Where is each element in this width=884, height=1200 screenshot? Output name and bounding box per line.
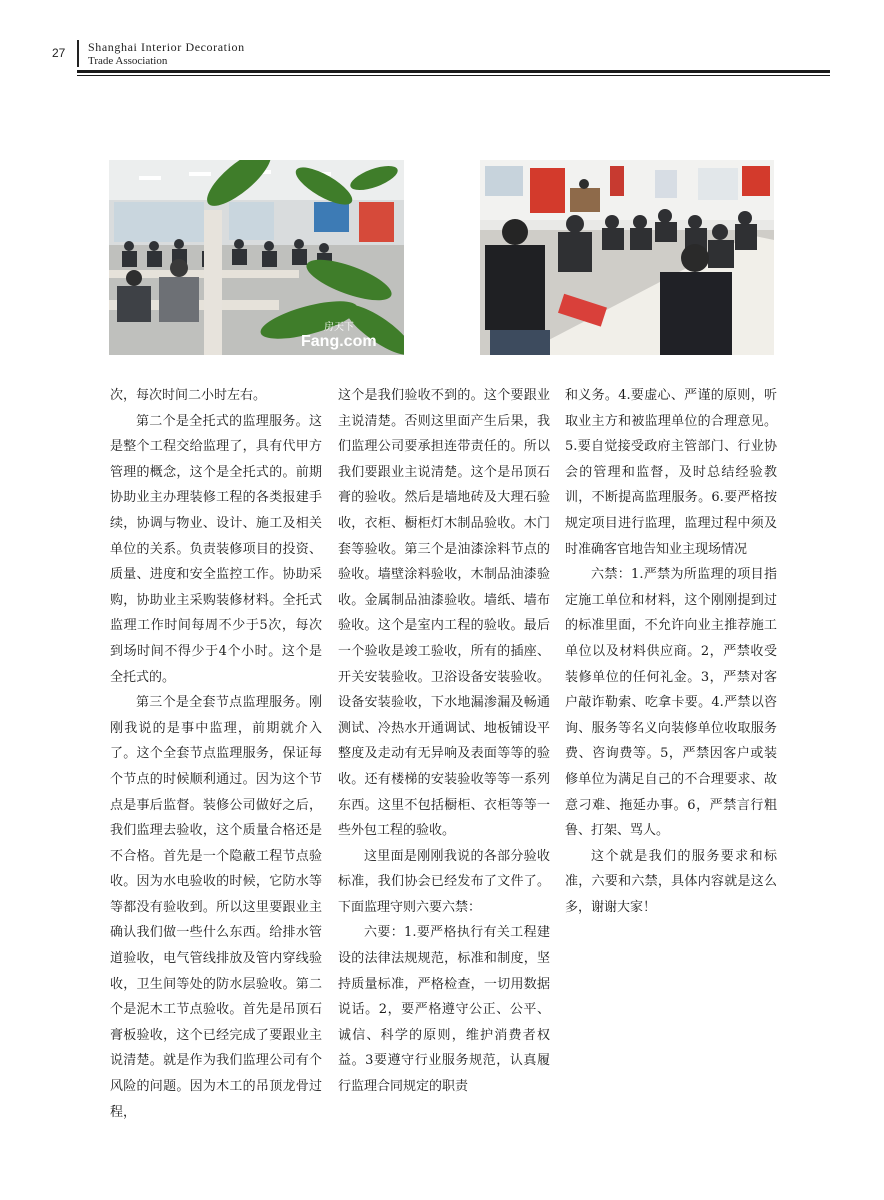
paragraph: 次，每次时间二小时左右。 [110,388,267,403]
paragraph: 这个是我们验收不到的。这个要跟业主说清楚。否则这里面产生后果，我们监理公司要承担连带责任的。所以我们要跟业主说清楚。这个是吊顶石膏的验收。然后是墙地砖及大理石验收，衣柜、橱柜灯木制品验收。木门套等验收。第三个是油漆涂料节点的验收。墙壁涂料验收，木制品油漆验收。金属制品油漆验收。墙纸、墙布验收。这个是室内工程的验收。最后一个验收是竣工验收，所有的插座、开关安装验收。卫浴设备安装验收。设备安装验收，下水地漏渗漏及畅通测试、冷热水开通调试、地板铺设平整度及走动有无异响及表面等等的验收。还有楼梯的安装验收等等一系列东西。这里不包括橱柜、衣柜等等一些外包工程的验收。 [338,388,550,839]
header-rule-thick [77,70,830,73]
paragraph: 六禁：1.严禁为所监理的项目指定施工单位和材料，这个刚刚提到过的标准里面，不允许向业主推荐施工单位以及材料供应商。2，严禁收受装修单位的任何礼金。3，严禁对客户敲诈勒索、吃拿卡要。4.严禁以咨询、服务等名义向装修单位收取服务费、咨询费等。5，严禁因客户或装修单位为满足自己的不合理要求、故意刁难、拖延办事。6，严禁言行粗鲁、打架、骂人。 [565,567,777,839]
org-subtitle: Trade Association [88,55,168,67]
paragraph: 六要：1.要严格执行有关工程建设的法律法规规范，标准和制度，坚持质量标准，严格检查，一切用数据说话。2，要严格遵守公正、公平、诚信、科学的原则，维护消费者权益。3要遵守行业服务规范，认真履行监理合同规定的职责 [338,925,550,1095]
paragraph: 第二个是全托式的监理服务。这是整个工程交给监理了，具有代甲方管理的概念，这个是全托式的。前期协助业主办理装修工程的各类报建手续，协调与物业、设计、施工及相关单位的关系。负责装修项目的投资、质量、进度和安全监控工作。协助采购，协助业主采购装修材料。全托式监理工作时间每周不少于5次，每次到场时间不得少于4个小时。这个是全托式的。 [110,413,322,685]
text-column-2 [338,383,550,1100]
paragraph: 这个就是我们的服务要求和标准，六要和六禁，具体内容就是这么多，谢谢大家！ [565,848,777,915]
meeting-photo-left [109,160,404,355]
photo-watermark-en: Fang.com [301,333,377,350]
meeting-photo-right [480,160,774,355]
header-divider [77,40,79,67]
page-header [0,0,884,80]
header-rule-thin [77,75,830,76]
text-column-3 [565,383,777,920]
page-number: 27 [52,46,66,60]
paragraph: 这里面是刚刚我说的各部分验收标准，我们协会已经发布了文件了。下面监理守则六要六禁： [338,848,550,915]
photo-watermark-cn: 房天下 [324,322,354,333]
paragraph: 和义务。4.要虚心、严谨的原则，听取业主方和被监理单位的合理意见。5.要自觉接受政府主管部门、行业协会的管理和监督，及时总结经验教训，不断提高监理服务。6.要严格按规定项目进行监理，监理过程中须及时准确客官地告知业主现场情况 [565,388,777,557]
text-column-1 [110,383,322,1125]
org-name: Shanghai Interior Decoration [88,40,245,54]
paragraph: 第三个是全套节点监理服务。刚刚我说的是事中监理，前期就介入了。这个全套节点监理服务，保证每个节点的时候顺利通过。因为这个节点是事后监督。装修公司做好之后，我们监理去验收，这个质量合格还是不合格。首先是一个隐蔽工程节点验收。因为水电验收的时候，它防水等等都没有验收到。所以这里要跟业主确认我们做一些什么东西。给排水管道验收，电气管线排放及管内穿线验收，卫生间等处的防水层验收。第二个是泥木工节点验收。首先是吊顶石膏板验收，这个已经完成了要跟业主说清楚。就是作为我们监理公司有个风险的问题。因为木工的吊顶龙骨过程， [110,695,322,1120]
